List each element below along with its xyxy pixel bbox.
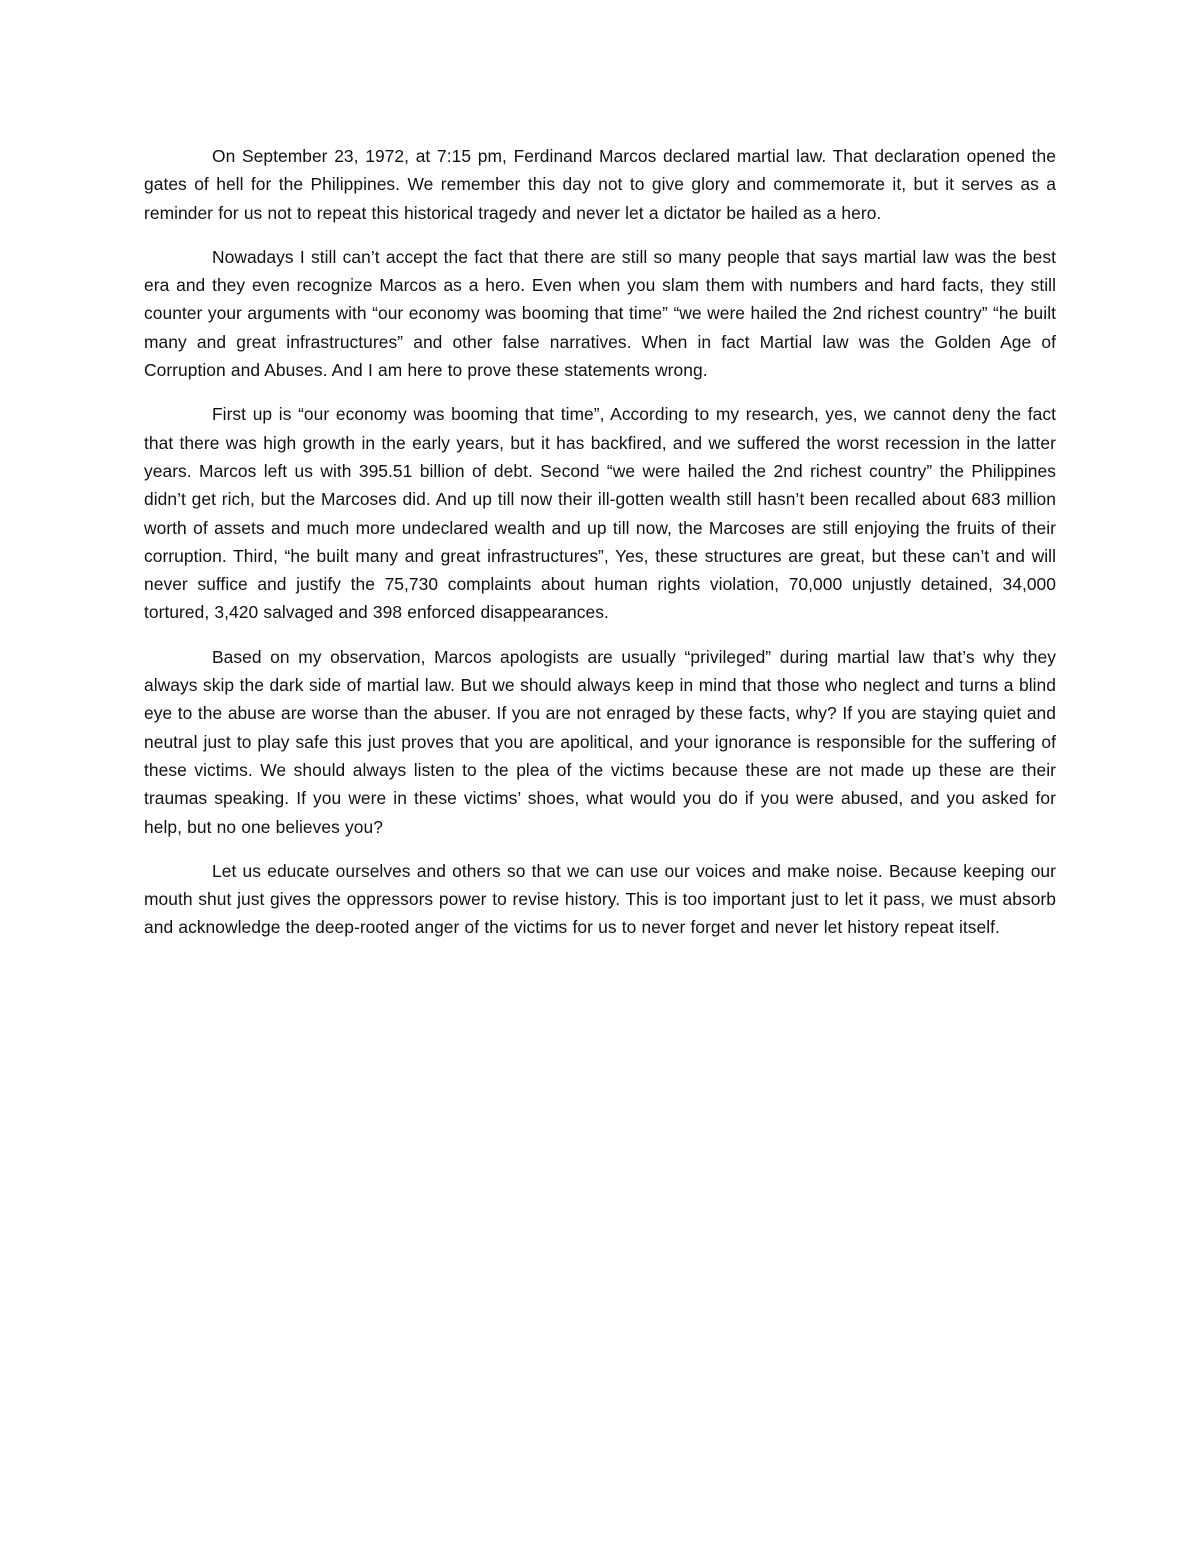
paragraph-4: Based on my observation, Marcos apologists are usually “privileged” during martial law that’s why they always skip the dark side of martial law. But we should always keep in mind that those who neglect and turns a blind eye to the abuse are worse than the abuser. If you are not enraged by these facts, why? If you are staying quiet and neutral just to play safe this just proves that you are apolitical, and your ignorance is responsible for the suffering of these victims. We should always listen to the plea of the victims because these are not made up these are their traumas speaking. If you were in these victims’ shoes, what would you do if you were abused, and you asked for help, but no one believes you?	[144, 646, 1056, 837]
paragraph-5: Let us educate ourselves and others so that we can use our voices and make noise. Because keeping our mouth shut just gives the oppressors power to revise history. This is too important just to let it pass, we must absorb and acknowledge the deep-rooted anger of the victims for us to never forget and never let history repeat itself.	[144, 860, 1056, 938]
paragraph-3: First up is “our economy was booming that time”, According to my research, yes, we cannot deny the fact that there was high growth in the early years, but it has backfired, and we suffered the worst recession in the latter years. Marcos left us with 395.51 billion of debt. Second “we were hailed the 2nd richest country” the Philippines didn’t get rich, but the Marcoses did. And up till now their ill-gotten wealth still hasn’t been recalled about 683 million worth of assets and much more undeclared wealth and up till now, the Marcoses are still enjoying the fruits of their corruption. Third, “he built many and great infrastructures”, Yes, these structures are great, but these can’t and will never suffice and justify the 75,730 complaints about human rights violation, 70,000 unjustly detained, 34,000 tortured, 3,420 salvaged and 398 enforced disappearances.	[144, 404, 1056, 623]
paragraph-1: On September 23, 1972, at 7:15 pm, Ferdinand Marcos declared martial law. That declaration opened the gates of hell for the Philippines. We remember this day not to give glory and commemorate it, but it serves as a reminder for us not to repeat this historical tragedy and never let a dictator be hailed as a hero.	[144, 146, 1056, 223]
document-body	[144, 142, 1056, 958]
paragraph-2: Nowadays I still can’t accept the fact that there are still so many people that says martial law was the best era and they even recognize Marcos as a hero. Even when you slam them with numbers and hard facts, they still counter your arguments with “our economy was booming that time” “we were hailed the 2nd richest country” “he built many and great infrastructures” and other false narratives. When in fact Martial law was the Golden Age of Corruption and Abuses. And I am here to prove these statements wrong.	[144, 246, 1056, 381]
